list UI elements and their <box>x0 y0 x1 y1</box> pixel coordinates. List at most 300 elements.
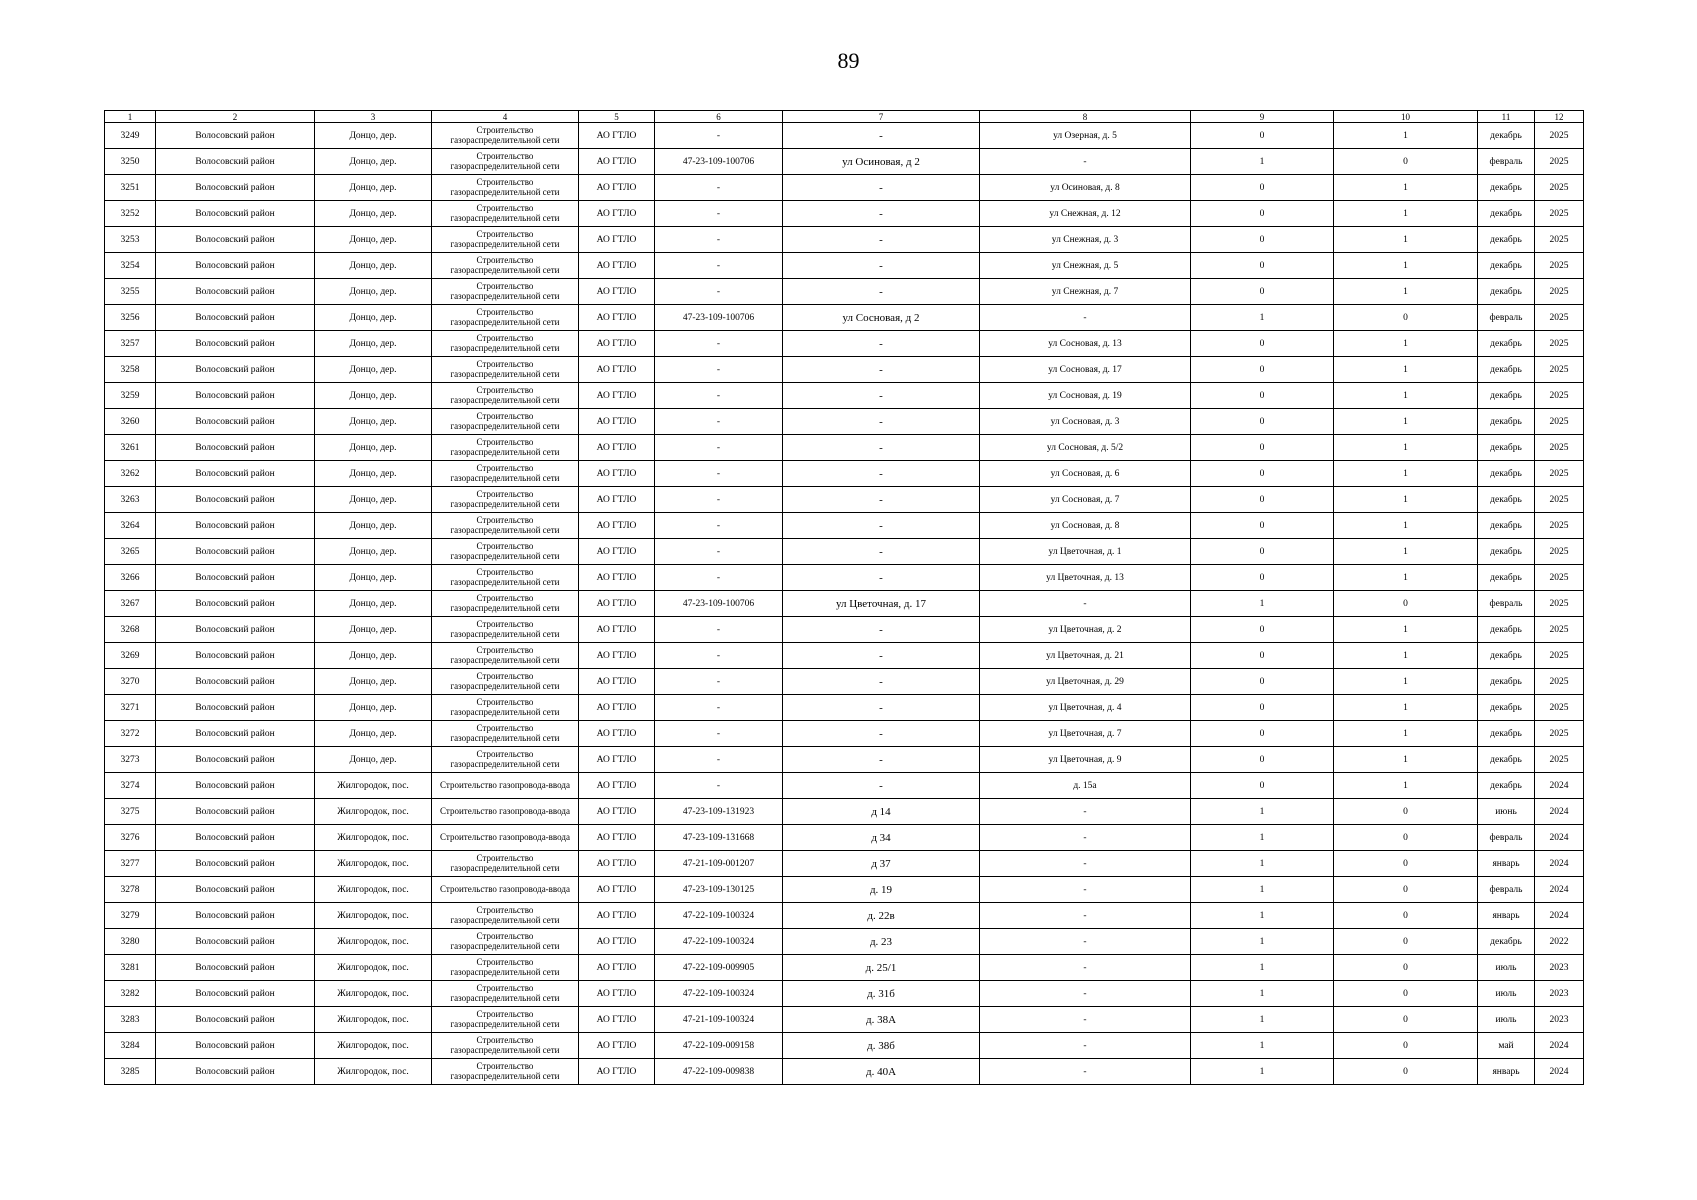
table-row <box>105 1007 1584 1033</box>
network-address-cell: - <box>980 955 1191 981</box>
year-cell: 2024 <box>1535 825 1584 851</box>
col10-value-cell: 0 <box>1334 591 1478 617</box>
settlement-cell: Жилгородок, пос. <box>315 1059 432 1085</box>
work-type-cell: Строительство газораспределительной сети <box>432 253 579 279</box>
row-number-cell: 3255 <box>105 279 156 305</box>
organization-cell: АО ГТЛО <box>579 877 655 903</box>
header-row <box>105 111 1584 123</box>
settlement-cell: Донцо, дер. <box>315 149 432 175</box>
month-cell: январь <box>1478 851 1535 877</box>
settlement-cell: Жилгородок, пос. <box>315 877 432 903</box>
work-type-cell: Строительство газораспределительной сети <box>432 279 579 305</box>
object-address-cell: - <box>783 175 980 201</box>
month-cell: июль <box>1478 1007 1535 1033</box>
object-address-cell: д 37 <box>783 851 980 877</box>
organization-cell: АО ГТЛО <box>579 1007 655 1033</box>
year-cell: 2025 <box>1535 149 1584 175</box>
row-number-cell: 3277 <box>105 851 156 877</box>
settlement-cell: Донцо, дер. <box>315 253 432 279</box>
col9-value-cell: 0 <box>1191 669 1334 695</box>
organization-cell: АО ГТЛО <box>579 357 655 383</box>
column-header-6: 6 <box>655 111 783 123</box>
col10-value-cell: 1 <box>1334 747 1478 773</box>
row-number-cell: 3256 <box>105 305 156 331</box>
organization-cell: АО ГТЛО <box>579 253 655 279</box>
work-type-cell: Строительство газораспределительной сети <box>432 461 579 487</box>
district-cell: Волосовский район <box>156 955 315 981</box>
settlement-cell: Донцо, дер. <box>315 331 432 357</box>
work-type-cell: Строительство газораспределительной сети <box>432 929 579 955</box>
row-number-cell: 3263 <box>105 487 156 513</box>
year-cell: 2025 <box>1535 357 1584 383</box>
row-number-cell: 3265 <box>105 539 156 565</box>
table-row <box>105 617 1584 643</box>
cadastral-number-cell: 47-22-109-009905 <box>655 955 783 981</box>
settlement-cell: Донцо, дер. <box>315 461 432 487</box>
col9-value-cell: 0 <box>1191 279 1334 305</box>
col10-value-cell: 1 <box>1334 383 1478 409</box>
work-type-cell: Строительство газораспределительной сети <box>432 643 579 669</box>
row-number-cell: 3282 <box>105 981 156 1007</box>
row-number-cell: 3254 <box>105 253 156 279</box>
settlement-cell: Донцо, дер. <box>315 175 432 201</box>
district-cell: Волосовский район <box>156 513 315 539</box>
col10-value-cell: 0 <box>1334 877 1478 903</box>
col10-value-cell: 0 <box>1334 929 1478 955</box>
row-number-cell: 3273 <box>105 747 156 773</box>
year-cell: 2024 <box>1535 773 1584 799</box>
table-row <box>105 357 1584 383</box>
district-cell: Волосовский район <box>156 747 315 773</box>
cadastral-number-cell: 47-23-109-130125 <box>655 877 783 903</box>
data-table <box>104 110 1584 1085</box>
organization-cell: АО ГТЛО <box>579 591 655 617</box>
year-cell: 2024 <box>1535 851 1584 877</box>
network-address-cell: - <box>980 1033 1191 1059</box>
object-address-cell: д 14 <box>783 799 980 825</box>
work-type-cell: Строительство газораспределительной сети <box>432 721 579 747</box>
col9-value-cell: 0 <box>1191 461 1334 487</box>
month-cell: декабрь <box>1478 461 1535 487</box>
month-cell: декабрь <box>1478 383 1535 409</box>
cadastral-number-cell: - <box>655 331 783 357</box>
work-type-cell: Строительство газораспределительной сети <box>432 1007 579 1033</box>
settlement-cell: Донцо, дер. <box>315 305 432 331</box>
year-cell: 2024 <box>1535 1059 1584 1085</box>
object-address-cell: д. 25/1 <box>783 955 980 981</box>
row-number-cell: 3253 <box>105 227 156 253</box>
table-row <box>105 981 1584 1007</box>
settlement-cell: Донцо, дер. <box>315 357 432 383</box>
organization-cell: АО ГТЛО <box>579 903 655 929</box>
row-number-cell: 3275 <box>105 799 156 825</box>
organization-cell: АО ГТЛО <box>579 955 655 981</box>
month-cell: июнь <box>1478 799 1535 825</box>
col9-value-cell: 1 <box>1191 877 1334 903</box>
settlement-cell: Донцо, дер. <box>315 643 432 669</box>
network-address-cell: ул Цветочная, д. 29 <box>980 669 1191 695</box>
organization-cell: АО ГТЛО <box>579 227 655 253</box>
network-address-cell: ул Снежная, д. 12 <box>980 201 1191 227</box>
object-address-cell: - <box>783 565 980 591</box>
table-row <box>105 123 1584 149</box>
work-type-cell: Строительство газораспределительной сети <box>432 981 579 1007</box>
row-number-cell: 3284 <box>105 1033 156 1059</box>
work-type-cell: Строительство газопровода-ввода <box>432 825 579 851</box>
month-cell: декабрь <box>1478 721 1535 747</box>
object-address-cell: - <box>783 227 980 253</box>
month-cell: декабрь <box>1478 409 1535 435</box>
col9-value-cell: 0 <box>1191 617 1334 643</box>
network-address-cell: ул Цветочная, д. 7 <box>980 721 1191 747</box>
cadastral-number-cell: 47-23-109-100706 <box>655 305 783 331</box>
object-address-cell: - <box>783 513 980 539</box>
month-cell: февраль <box>1478 877 1535 903</box>
col9-value-cell: 0 <box>1191 487 1334 513</box>
network-address-cell: ул Сосновая, д. 19 <box>980 383 1191 409</box>
table-row <box>105 201 1584 227</box>
object-address-cell: - <box>783 357 980 383</box>
object-address-cell: - <box>783 721 980 747</box>
col10-value-cell: 1 <box>1334 435 1478 461</box>
work-type-cell: Строительство газораспределительной сети <box>432 565 579 591</box>
organization-cell: АО ГТЛО <box>579 513 655 539</box>
table-row <box>105 1033 1584 1059</box>
row-number-cell: 3271 <box>105 695 156 721</box>
object-address-cell: - <box>783 409 980 435</box>
organization-cell: АО ГТЛО <box>579 721 655 747</box>
settlement-cell: Жилгородок, пос. <box>315 773 432 799</box>
col9-value-cell: 0 <box>1191 643 1334 669</box>
work-type-cell: Строительство газораспределительной сети <box>432 591 579 617</box>
cadastral-number-cell: - <box>655 201 783 227</box>
col10-value-cell: 1 <box>1334 331 1478 357</box>
settlement-cell: Жилгородок, пос. <box>315 799 432 825</box>
organization-cell: АО ГТЛО <box>579 383 655 409</box>
organization-cell: АО ГТЛО <box>579 539 655 565</box>
object-address-cell: - <box>783 669 980 695</box>
year-cell: 2025 <box>1535 513 1584 539</box>
district-cell: Волосовский район <box>156 695 315 721</box>
cadastral-number-cell: 47-23-109-100706 <box>655 149 783 175</box>
col9-value-cell: 0 <box>1191 201 1334 227</box>
row-number-cell: 3262 <box>105 461 156 487</box>
col10-value-cell: 1 <box>1334 487 1478 513</box>
year-cell: 2025 <box>1535 305 1584 331</box>
year-cell: 2025 <box>1535 253 1584 279</box>
col10-value-cell: 1 <box>1334 253 1478 279</box>
cadastral-number-cell: - <box>655 357 783 383</box>
district-cell: Волосовский район <box>156 175 315 201</box>
year-cell: 2025 <box>1535 539 1584 565</box>
year-cell: 2023 <box>1535 955 1584 981</box>
settlement-cell: Донцо, дер. <box>315 513 432 539</box>
object-address-cell: - <box>783 695 980 721</box>
network-address-cell: ул Снежная, д. 3 <box>980 227 1191 253</box>
organization-cell: АО ГТЛО <box>579 773 655 799</box>
object-address-cell: - <box>783 201 980 227</box>
table-row <box>105 149 1584 175</box>
table-row <box>105 227 1584 253</box>
object-address-cell: ул Цветочная, д. 17 <box>783 591 980 617</box>
settlement-cell: Донцо, дер. <box>315 123 432 149</box>
settlement-cell: Жилгородок, пос. <box>315 1033 432 1059</box>
work-type-cell: Строительство газораспределительной сети <box>432 513 579 539</box>
col9-value-cell: 1 <box>1191 1033 1334 1059</box>
month-cell: декабрь <box>1478 773 1535 799</box>
table-row <box>105 591 1584 617</box>
row-number-cell: 3252 <box>105 201 156 227</box>
district-cell: Волосовский район <box>156 409 315 435</box>
year-cell: 2025 <box>1535 617 1584 643</box>
work-type-cell: Строительство газопровода-ввода <box>432 799 579 825</box>
table-row <box>105 305 1584 331</box>
network-address-cell: - <box>980 799 1191 825</box>
work-type-cell: Строительство газораспределительной сети <box>432 123 579 149</box>
settlement-cell: Донцо, дер. <box>315 669 432 695</box>
object-address-cell: ул Осиновая, д 2 <box>783 149 980 175</box>
row-number-cell: 3251 <box>105 175 156 201</box>
settlement-cell: Донцо, дер. <box>315 201 432 227</box>
row-number-cell: 3270 <box>105 669 156 695</box>
col9-value-cell: 1 <box>1191 825 1334 851</box>
district-cell: Волосовский район <box>156 201 315 227</box>
col9-value-cell: 0 <box>1191 565 1334 591</box>
year-cell: 2025 <box>1535 279 1584 305</box>
year-cell: 2024 <box>1535 1033 1584 1059</box>
month-cell: май <box>1478 1033 1535 1059</box>
col9-value-cell: 0 <box>1191 383 1334 409</box>
year-cell: 2025 <box>1535 643 1584 669</box>
network-address-cell: ул Цветочная, д. 1 <box>980 539 1191 565</box>
row-number-cell: 3267 <box>105 591 156 617</box>
object-address-cell: - <box>783 435 980 461</box>
col9-value-cell: 0 <box>1191 435 1334 461</box>
row-number-cell: 3268 <box>105 617 156 643</box>
table-row <box>105 903 1584 929</box>
network-address-cell: - <box>980 591 1191 617</box>
col9-value-cell: 1 <box>1191 981 1334 1007</box>
network-address-cell: д. 15а <box>980 773 1191 799</box>
col10-value-cell: 0 <box>1334 851 1478 877</box>
organization-cell: АО ГТЛО <box>579 825 655 851</box>
cadastral-number-cell: - <box>655 721 783 747</box>
object-address-cell: - <box>783 617 980 643</box>
cadastral-number-cell: - <box>655 539 783 565</box>
cadastral-number-cell: - <box>655 123 783 149</box>
col10-value-cell: 0 <box>1334 799 1478 825</box>
network-address-cell: - <box>980 149 1191 175</box>
month-cell: январь <box>1478 903 1535 929</box>
table-row <box>105 409 1584 435</box>
work-type-cell: Строительство газораспределительной сети <box>432 955 579 981</box>
organization-cell: АО ГТЛО <box>579 279 655 305</box>
cadastral-number-cell: 47-22-109-100324 <box>655 981 783 1007</box>
col10-value-cell: 0 <box>1334 149 1478 175</box>
column-header-5: 5 <box>579 111 655 123</box>
month-cell: декабрь <box>1478 201 1535 227</box>
cadastral-number-cell: - <box>655 487 783 513</box>
work-type-cell: Строительство газораспределительной сети <box>432 903 579 929</box>
settlement-cell: Донцо, дер. <box>315 383 432 409</box>
network-address-cell: ул Сосновая, д. 6 <box>980 461 1191 487</box>
column-header-9: 9 <box>1191 111 1334 123</box>
col10-value-cell: 0 <box>1334 1033 1478 1059</box>
organization-cell: АО ГТЛО <box>579 981 655 1007</box>
settlement-cell: Донцо, дер. <box>315 435 432 461</box>
col9-value-cell: 0 <box>1191 513 1334 539</box>
col9-value-cell: 0 <box>1191 253 1334 279</box>
district-cell: Волосовский район <box>156 825 315 851</box>
table-row <box>105 565 1584 591</box>
network-address-cell: - <box>980 877 1191 903</box>
work-type-cell: Строительство газопровода-ввода <box>432 877 579 903</box>
year-cell: 2022 <box>1535 929 1584 955</box>
table-row <box>105 773 1584 799</box>
month-cell: декабрь <box>1478 747 1535 773</box>
row-number-cell: 3269 <box>105 643 156 669</box>
row-number-cell: 3258 <box>105 357 156 383</box>
network-address-cell: ул Сосновая, д. 3 <box>980 409 1191 435</box>
month-cell: декабрь <box>1478 617 1535 643</box>
row-number-cell: 3264 <box>105 513 156 539</box>
year-cell: 2023 <box>1535 981 1584 1007</box>
cadastral-number-cell: 47-22-109-009158 <box>655 1033 783 1059</box>
cadastral-number-cell: - <box>655 643 783 669</box>
table-row <box>105 461 1584 487</box>
cadastral-number-cell: 47-22-109-100324 <box>655 929 783 955</box>
table-row <box>105 643 1584 669</box>
month-cell: июль <box>1478 955 1535 981</box>
cadastral-number-cell: - <box>655 695 783 721</box>
year-cell: 2025 <box>1535 435 1584 461</box>
work-type-cell: Строительство газораспределительной сети <box>432 435 579 461</box>
col10-value-cell: 0 <box>1334 1059 1478 1085</box>
object-address-cell: - <box>783 279 980 305</box>
settlement-cell: Донцо, дер. <box>315 747 432 773</box>
column-header-8: 8 <box>980 111 1191 123</box>
col10-value-cell: 1 <box>1334 669 1478 695</box>
col9-value-cell: 0 <box>1191 227 1334 253</box>
table-row <box>105 825 1584 851</box>
organization-cell: АО ГТЛО <box>579 305 655 331</box>
settlement-cell: Жилгородок, пос. <box>315 981 432 1007</box>
col10-value-cell: 1 <box>1334 513 1478 539</box>
col9-value-cell: 0 <box>1191 357 1334 383</box>
table-row <box>105 799 1584 825</box>
settlement-cell: Жилгородок, пос. <box>315 903 432 929</box>
col9-value-cell: 0 <box>1191 695 1334 721</box>
network-address-cell: - <box>980 305 1191 331</box>
row-number-cell: 3260 <box>105 409 156 435</box>
table-row <box>105 669 1584 695</box>
column-header-2: 2 <box>156 111 315 123</box>
network-address-cell: ул Цветочная, д. 21 <box>980 643 1191 669</box>
district-cell: Волосовский район <box>156 1059 315 1085</box>
cadastral-number-cell: - <box>655 747 783 773</box>
cadastral-number-cell: - <box>655 513 783 539</box>
cadastral-number-cell: - <box>655 669 783 695</box>
row-number-cell: 3274 <box>105 773 156 799</box>
network-address-cell: ул Сосновая, д. 8 <box>980 513 1191 539</box>
network-address-cell: ул Сосновая, д. 17 <box>980 357 1191 383</box>
month-cell: декабрь <box>1478 435 1535 461</box>
table-row <box>105 929 1584 955</box>
col10-value-cell: 1 <box>1334 279 1478 305</box>
year-cell: 2025 <box>1535 747 1584 773</box>
work-type-cell: Строительство газораспределительной сети <box>432 1059 579 1085</box>
work-type-cell: Строительство газораспределительной сети <box>432 487 579 513</box>
object-address-cell: - <box>783 539 980 565</box>
cadastral-number-cell: 47-21-109-001207 <box>655 851 783 877</box>
network-address-cell: - <box>980 825 1191 851</box>
district-cell: Волосовский район <box>156 643 315 669</box>
settlement-cell: Донцо, дер. <box>315 695 432 721</box>
month-cell: февраль <box>1478 149 1535 175</box>
column-header-3: 3 <box>315 111 432 123</box>
row-number-cell: 3285 <box>105 1059 156 1085</box>
district-cell: Волосовский район <box>156 227 315 253</box>
district-cell: Волосовский район <box>156 331 315 357</box>
work-type-cell: Строительство газораспределительной сети <box>432 669 579 695</box>
col9-value-cell: 0 <box>1191 123 1334 149</box>
organization-cell: АО ГТЛО <box>579 565 655 591</box>
district-cell: Волосовский район <box>156 851 315 877</box>
district-cell: Волосовский район <box>156 591 315 617</box>
organization-cell: АО ГТЛО <box>579 695 655 721</box>
network-address-cell: ул Сосновая, д. 5/2 <box>980 435 1191 461</box>
month-cell: декабрь <box>1478 643 1535 669</box>
settlement-cell: Жилгородок, пос. <box>315 929 432 955</box>
col9-value-cell: 0 <box>1191 747 1334 773</box>
organization-cell: АО ГТЛО <box>579 149 655 175</box>
cadastral-number-cell: - <box>655 773 783 799</box>
month-cell: январь <box>1478 1059 1535 1085</box>
month-cell: декабрь <box>1478 279 1535 305</box>
network-address-cell: - <box>980 903 1191 929</box>
network-address-cell: ул Озерная, д. 5 <box>980 123 1191 149</box>
network-address-cell: - <box>980 1059 1191 1085</box>
col10-value-cell: 1 <box>1334 565 1478 591</box>
organization-cell: АО ГТЛО <box>579 461 655 487</box>
page-number: 89 <box>837 48 860 73</box>
row-number-cell: 3283 <box>105 1007 156 1033</box>
table-row <box>105 253 1584 279</box>
table-row <box>105 695 1584 721</box>
organization-cell: АО ГТЛО <box>579 409 655 435</box>
col9-value-cell: 1 <box>1191 305 1334 331</box>
work-type-cell: Строительство газораспределительной сети <box>432 851 579 877</box>
district-cell: Волосовский район <box>156 669 315 695</box>
object-address-cell: - <box>783 773 980 799</box>
col9-value-cell: 1 <box>1191 149 1334 175</box>
object-address-cell: д. 22в <box>783 903 980 929</box>
settlement-cell: Донцо, дер. <box>315 409 432 435</box>
table-body <box>105 123 1584 1085</box>
cadastral-number-cell: - <box>655 409 783 435</box>
district-cell: Волосовский район <box>156 279 315 305</box>
table-row <box>105 513 1584 539</box>
month-cell: декабрь <box>1478 513 1535 539</box>
row-number-cell: 3249 <box>105 123 156 149</box>
settlement-cell: Донцо, дер. <box>315 279 432 305</box>
col10-value-cell: 1 <box>1334 643 1478 669</box>
row-number-cell: 3279 <box>105 903 156 929</box>
organization-cell: АО ГТЛО <box>579 331 655 357</box>
cadastral-number-cell: 47-21-109-100324 <box>655 1007 783 1033</box>
month-cell: декабрь <box>1478 253 1535 279</box>
col10-value-cell: 1 <box>1334 617 1478 643</box>
